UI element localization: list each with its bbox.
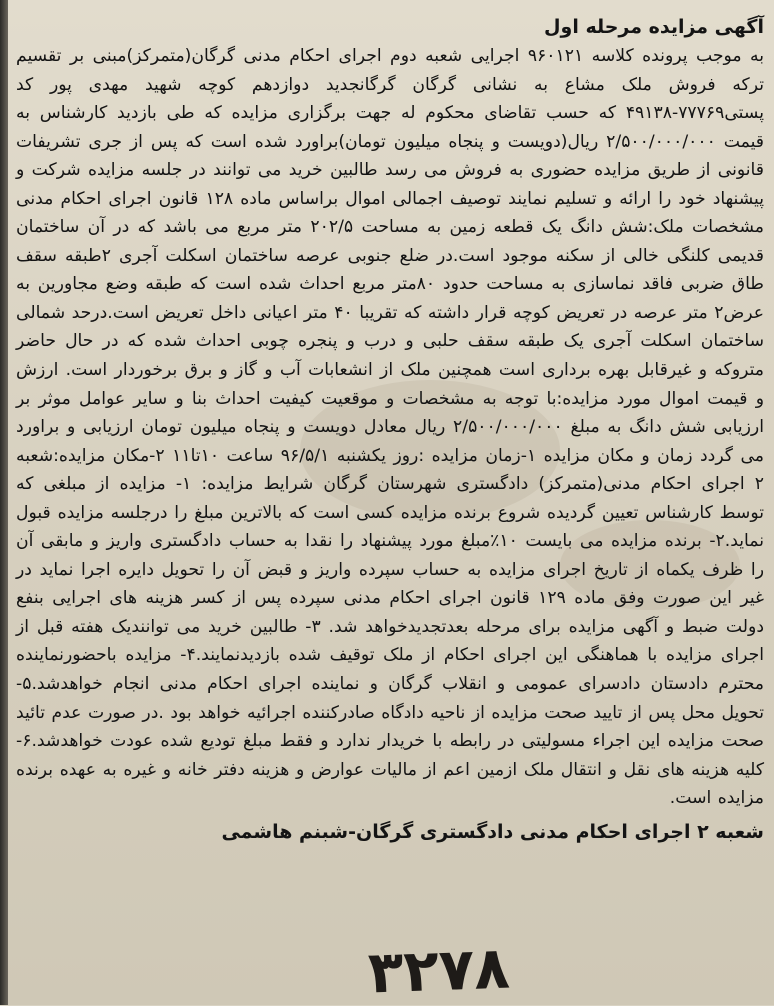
notice-headline: آگهی مزایده مرحله اول [544,16,764,38]
notice-body: به موجب پرونده کلاسه ۹۶۰۱۲۱ اجرایی شعبه دوم اجرای احکام مدنی گرگان(متمرکز)مبنی بر تقسیم ترکه فروش ملک مشاع به نشانی گرگان گرگانجدید دوازدهم کوچه شهید مهدی پور کد پستی۷۷۷۶۹-۴۹۱۳۸ که حسب تقاضای محکوم له جهت برگزاری مزایده که طی بازدید کارشناس به قیمت ۲/۵۰۰/۰۰۰/۰۰۰ ریال(دویست و پنجاه میلیون تومان)براورد شده است که پس از جری تشریفات قانونی از طریق مزایده حضوری به فروش می رسد طالبین خرید می توانند در جلسه مزایده شرکت و پیشنهاد خود را ارائه و تسلیم نمایند توصیف اجمالی اموال براساس ماده ۱۲۸ قانون اجرای احکام مدنی مشخصات ملک:شش دانگ یک قطعه زمین به مساحت ۲۰۲/۵ متر مربع می باشد که در آن ساختمان قدیمی کلنگی خالی از سکنه موجود است.در ضلع جنوبی عرصه ساختمان اسکلت آجری ۲طبقه سقف طاق ضربی فاقد نماسازی به مساحت حدود ۸۰متر مربع احداث شده است که طبقه وضع مجاورین به عرض۲ متر عرصه در تعریض کوچه قرار داشته که تقریبا ۴۰ متر اعیانی داخل تعریض است.درحد شمالی ساختمان اسکلت آجری یک طبقه سقف حلبی و درب و پنجره چوبی احداث شده که در حال حاضر متروکه و غیرقابل بهره برداری است همچنین ملک از انشعابات آب و گاز و برق برخوردار است. ارزش و قیمت اموال مورد مزایده:با توجه به مشخصات و موقعیت کیفیت احداث بنا و سایر عوامل موثر بر ارزیابی شش دانگ به مبلغ ۲/۵۰۰/۰۰۰/۰۰۰ ریال معادل دویست و پنجاه میلیون تومان ارزیابی و براورد می گردد زمان و مکان مزایده ۱-زمان مزایده :روز یکشنبه ۹۶/۵/۱ ساعت ۱۰تا۱۱ ۲-مکان مزایده:شعبه ۲ اجرای احکام مدنی(متمرکز) دادگستری شهرستان گرگان شرایط مزایده: ۱- مزایده از مبلغی که توسط کارشناس تعیین گردیده شروع برنده مزایده کسی است که بالاترین مبلغ را درجلسه مزایده قبول نماید.۲- برنده مزایده می بایست ۱۰٪مبلغ مورد پیشنهاد را نقدا به حساب دادگستری واریز و مابقی آن را ظرف یکماه از تاریخ اجرای مزایده به حساب سپرده واریز و قبض آن را تحویل دایره اجرا نماید در غیر این صورت وفق ماده ۱۲۹ قانون اجرای احکام مدنی سپرده پس از کسر هزینه های اجرایی بنفع دولت ضبط و آگهی مزایده برای مرحله بعدتجدیدخواهد شد. ۳- طالبین خرید می توانندیک هفته قبل از اجرای مزایده با هماهنگی این اجرای احکام از ملک توقیف شده بازدیدنمایند.۴- مزایده باحضورنماینده محترم دادستان دادسرای عمومی و انقلاب گرگان و نماینده اجرای احکام مدنی انجام خواهدشد.۵- تحویل محل پس از تایید صحت مزایده از ناحیه دادگاه صادرکننده اجرائیه خواهد بود .در صورت عدم تائید صحت مزایده این اجراء مسولیتی در رابطه با خریدار ندارد و فقط مبلغ تودیع شده عودت خواهدشد.۶- کلیه هزینه های نقل و انتقال ملک ازمین اعم از مالیات عوارض و هزینه دفتر خانه و غیره به عهده برنده مزایده است. [16,46,765,809]
notice-signature: شعبه ۲ اجرای احکام مدنی دادگستری گرگان-شبنم هاشمی [221,820,764,843]
page-edge-shadow [0,0,8,1005]
auction-notice [16,14,764,847]
handwritten-reference-number: ۳۲۷۸ [366,933,511,1006]
